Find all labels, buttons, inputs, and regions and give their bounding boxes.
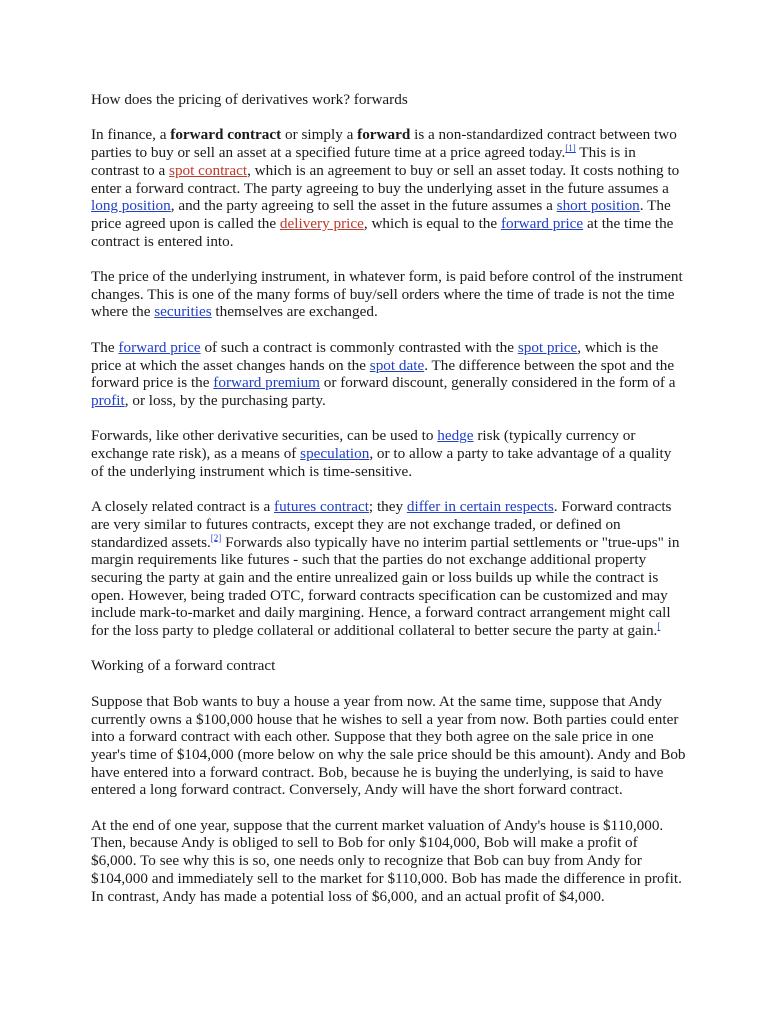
text-run: , or loss, by the purchasing party. xyxy=(124,391,326,409)
text-run: risk (typically currency or exchange rate risk), as a means of xyxy=(91,427,636,462)
text-run: , and the party agreeing to sell the asset in the future assumes a xyxy=(170,197,557,215)
text-run: . The price agreed upon is called the xyxy=(91,197,671,232)
text-run: , which is an agreement to buy or sell an asset today. It costs nothing to enter a forward contract. The party agreeing to buy the underlying asset in the future assumes a xyxy=(91,161,680,197)
link-futures-contract[interactable]: futures contract xyxy=(274,498,369,516)
text-run: Forwards also typically have no interim partial settlements or "true-ups" in margin requirements like futures - such that the parties do not exchange additional property securing the party at gain and the entire unrealized gain or loss builds up while the contract is open. However, being traded OTC, forward contracts specification can be customized and may include mark-to-market and daily margining. Hence, a forward contract arrangement might call for the loss party to pledge collateral or additional collateral to better secure the party at gain. xyxy=(91,533,680,640)
footnote-ref-2 xyxy=(211,532,222,542)
text-run: A closely related contract is a xyxy=(91,498,275,516)
link-securities[interactable]: securities xyxy=(154,303,212,321)
footnote-link-1[interactable]: [1] xyxy=(565,143,576,154)
text-run: , or to allow a party to take advantage of a quality of the underlying instrument which is time-sensitive. xyxy=(91,445,672,480)
footnote-ref-1 xyxy=(565,143,576,153)
text-run: . The difference between the spot and the forward price is the xyxy=(91,356,675,392)
paragraph-forward-contract-definition xyxy=(91,126,687,250)
text-run: or simply a xyxy=(281,126,358,144)
text-run: at the time the contract is entered into. xyxy=(91,214,674,250)
text-run: of such a contract is commonly contrasted with the xyxy=(200,338,518,356)
text-run: Forwards, like other derivative securities, can be used to xyxy=(91,427,438,445)
paragraph-example-outcome: At the end of one year, suppose that the current market valuation of Andy's house is $110,000. Then, because Andy is obliged to sell to Bob for only $104,000, Bob will make a profit of $6,000. To see why this is so, one needs only to recognize that Bob can buy from Andy for $104,000 and immediately sell to the market for $110,000. Bob has made the difference in profit. In contrast, Andy has made a potential loss of $6,000, and an actual profit of $4,000. xyxy=(91,816,682,905)
text-run: or forward discount, generally considered in the form of a xyxy=(320,374,676,392)
term-forward: forward xyxy=(357,126,411,144)
text-run: is a non-standardized contract between two parties to buy or sell an asset at a specified future time at a price agreed today. xyxy=(91,126,677,162)
text-run: In finance, a xyxy=(91,126,171,144)
paragraph-underlying-price xyxy=(91,268,687,321)
link-spot-contract[interactable]: spot contract xyxy=(169,161,248,179)
page-title: How does the pricing of derivatives work? forwards xyxy=(91,91,408,108)
link-profit[interactable]: profit xyxy=(91,391,125,409)
text-run: , which is the price at which the asset changes hands on the xyxy=(91,338,659,374)
section-heading-working: Working of a forward contract xyxy=(91,657,276,675)
text-run: , which is equal to the xyxy=(363,214,501,232)
text-run: themselves are exchanged. xyxy=(211,303,378,321)
link-spot-date[interactable]: spot date xyxy=(369,356,425,374)
link-forward-premium[interactable]: forward premium xyxy=(213,374,320,392)
paragraph-hedging xyxy=(91,427,687,480)
link-short-position[interactable]: short position xyxy=(556,197,640,215)
link-delivery-price[interactable]: delivery price xyxy=(279,214,364,232)
link-differ-in-certain-respects[interactable]: differ in certain respects xyxy=(406,498,554,516)
link-long-position[interactable]: long position xyxy=(91,197,171,215)
link-spot-price[interactable]: spot price xyxy=(517,338,578,356)
link-forward-price[interactable]: forward price xyxy=(118,338,201,356)
document-body xyxy=(91,91,687,923)
footnote-link-2[interactable]: [2] xyxy=(210,532,222,543)
footnote-ref-3 xyxy=(657,621,660,631)
link-hedge[interactable]: hedge xyxy=(437,427,474,445)
link-speculation[interactable]: speculation xyxy=(300,445,370,462)
text-run: The price of the underlying instrument, in whatever form, is paid before control of the instrument changes. This is one of the many forms of buy/sell orders where the time of trade is not the time where the xyxy=(91,268,683,321)
paragraph-forward-price xyxy=(91,339,687,410)
footnote-link-3[interactable]: [ xyxy=(657,620,661,631)
link-forward-price[interactable]: forward price xyxy=(500,214,584,232)
text-run: . Forward contracts are very similar to futures contracts, except they are not exchange traded, or defined on standardized assets. xyxy=(91,498,672,551)
text-run: ; they xyxy=(368,498,407,516)
term-forward-contract: forward contract xyxy=(170,126,282,144)
text-run: The xyxy=(91,338,119,356)
paragraph-example-setup: Suppose that Bob wants to buy a house a year from now. At the same time, suppose that Andy currently owns a $100,000 house that he wishes to sell a year from now. Both parties could enter into a forward contract with each other. Suppose that they both agree on the sale price in one year's time of $104,000 (more below on why the sale price should be this amount). Andy and Bob have entered into a forward contract. Bob, because he is buying the underlying, is said to have entered a long forward contract. Conversely, Andy will have the short forward contract. xyxy=(91,692,686,799)
paragraph-futures-comparison xyxy=(91,498,687,640)
text-run: This is in contrast to a xyxy=(91,144,636,179)
